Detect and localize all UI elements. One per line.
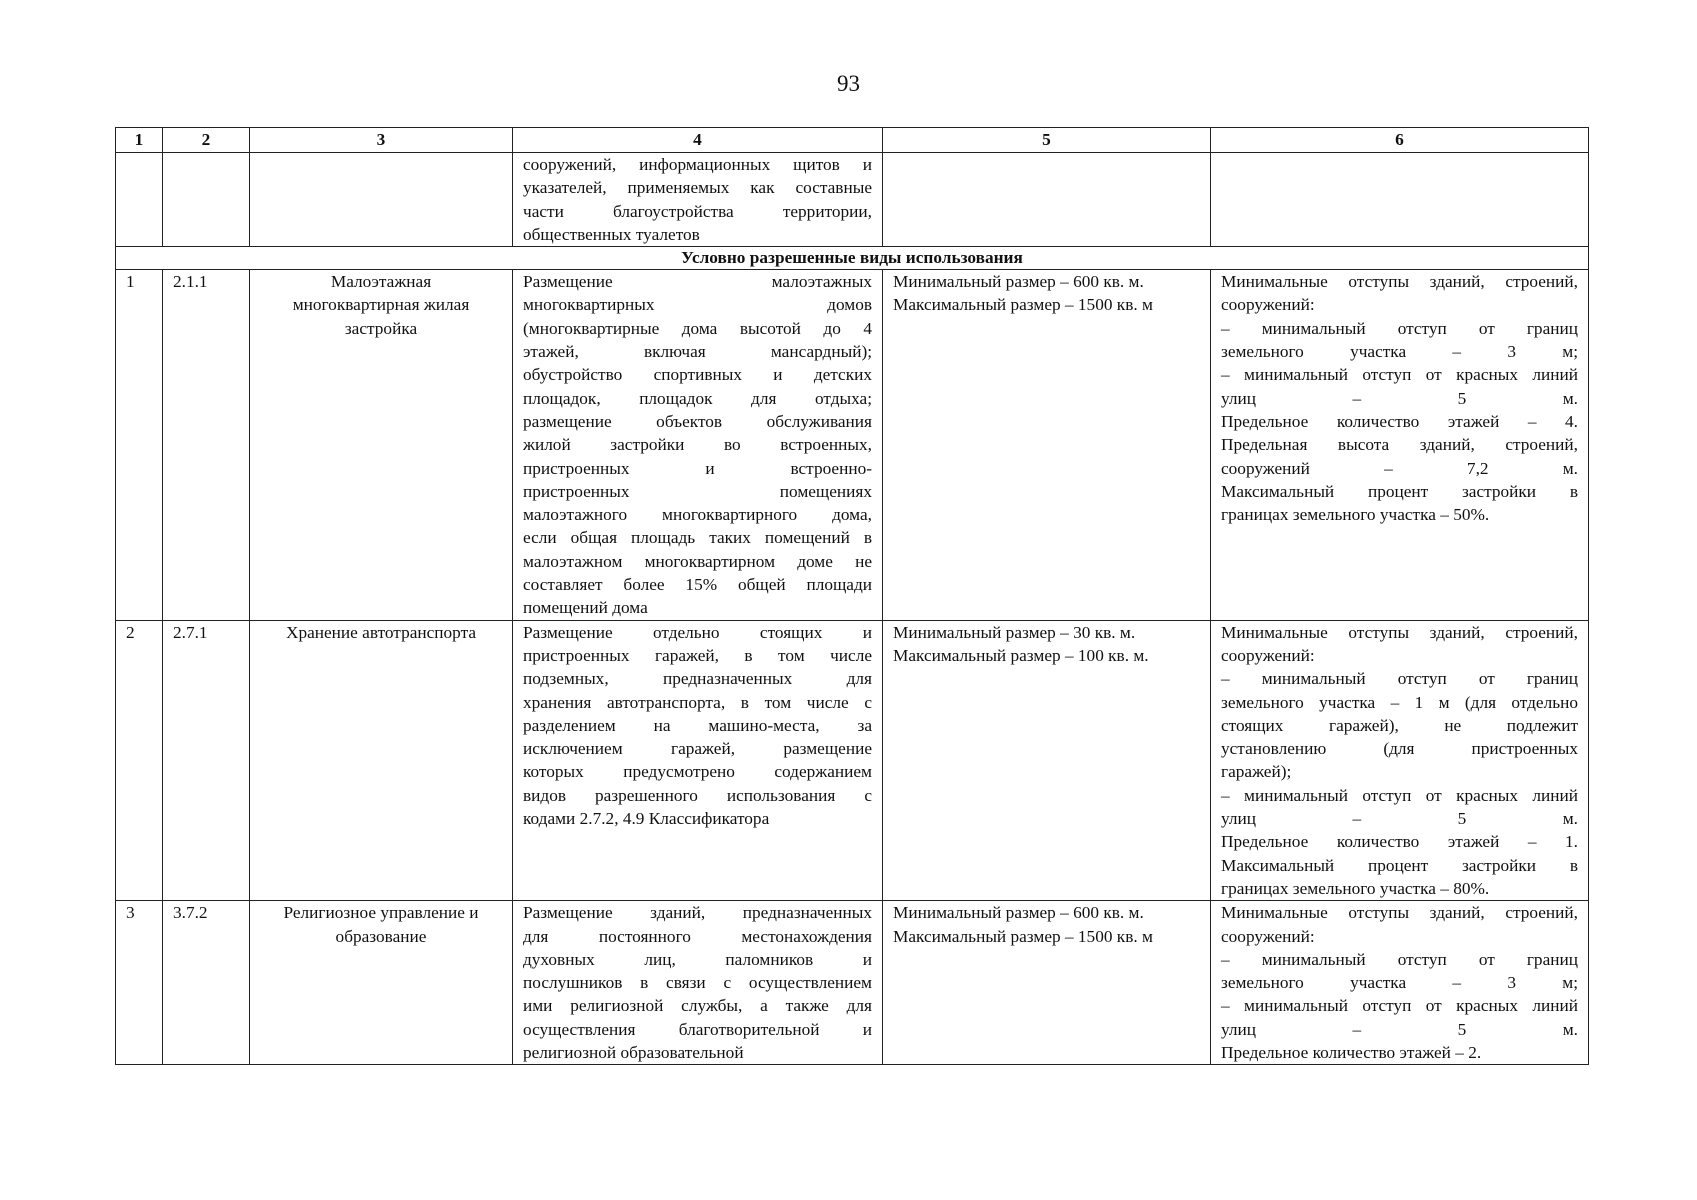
continuation-description	[513, 153, 883, 247]
cell-text-line: указателей, применяемых как составные	[523, 178, 872, 198]
table-row	[116, 901, 1589, 1065]
cell-text-line: Минимальный размер – 30 кв. м.	[893, 622, 1136, 642]
cell-text-line: – минимальный отступ от красных линий	[1221, 365, 1578, 385]
cell-text-line: многоквартирных домов	[523, 295, 872, 315]
cell-text-line: улиц – 5 м.	[1221, 809, 1578, 829]
cell-text-line: – минимальный отступ от границ	[1221, 949, 1578, 969]
cell-text-line: Предельное количество этажей – 4.	[1221, 411, 1578, 431]
row-number: 1	[116, 270, 163, 620]
cell-text-line: малоэтажном многоквартирном доме не	[523, 551, 872, 571]
row-plot-size	[883, 901, 1211, 1065]
cell-text-line: жилой застройки во встроенных,	[523, 435, 872, 455]
cell-text-line: образование	[335, 926, 427, 946]
cell-text-line: земельного участка – 3 м;	[1221, 973, 1578, 993]
cell-text-line: площадок, площадок для отдыха;	[523, 388, 872, 408]
row-use-name	[250, 901, 513, 1065]
header-col-3: 3	[250, 128, 513, 153]
row-plot-size	[883, 270, 1211, 620]
row-use-name	[250, 270, 513, 620]
cell-text-line: обустройство спортивных и детских	[523, 365, 872, 385]
continuation-row	[116, 153, 1589, 247]
cell-text-line: стоящих гаражей), не подлежит	[1221, 715, 1578, 735]
cell-text-line: осуществления благотворительной и	[523, 1019, 872, 1039]
section-row	[116, 247, 1589, 270]
cell-text-line: исключением гаражей, размещение	[523, 739, 872, 759]
cell-text-line: этажей, включая мансардный);	[523, 342, 872, 362]
cell-text-line: составляет более 15% общей площади	[523, 575, 872, 595]
cell-text-line: для постоянного местонахождения	[523, 926, 872, 946]
cell-text-line: которых предусмотрено содержанием	[523, 762, 872, 782]
cell-text-line: кодами 2.7.2, 4.9 Классификатора	[523, 809, 770, 829]
cell-text-line: Размещение малоэтажных	[523, 272, 872, 292]
cell-text-line: застройка	[344, 318, 418, 338]
cell-text-line: Хранение автотранспорта	[285, 622, 477, 642]
cell-text-line: Размещение отдельно стоящих и	[523, 622, 872, 642]
row-parameters	[1211, 901, 1589, 1065]
cell-text-line: Максимальный размер – 1500 кв. м	[893, 295, 1153, 315]
cell-text-line: сооружений:	[1221, 645, 1315, 665]
row-code: 2.1.1	[163, 270, 250, 620]
cell-text-line: Минимальные отступы зданий, строений,	[1221, 622, 1578, 642]
header-col-4: 4	[513, 128, 883, 153]
section-title: Условно разрешенные виды использования	[116, 247, 1589, 270]
table-row	[116, 270, 1589, 620]
page-number: 93	[837, 71, 860, 96]
cell-text-line: – минимальный отступ от красных линий	[1221, 996, 1578, 1016]
header-col-6: 6	[1211, 128, 1589, 153]
row-code: 2.7.1	[163, 620, 250, 901]
land-use-table	[115, 127, 1589, 1065]
cell-text-line: – минимальный отступ от границ	[1221, 669, 1578, 689]
cell-text-line: Максимальный процент застройки в	[1221, 855, 1578, 875]
cell-text-line: сооружений – 7,2 м.	[1221, 458, 1578, 478]
cell-text-line: улиц – 5 м.	[1221, 1019, 1578, 1039]
cell-text-line: Предельная высота зданий, строений,	[1221, 435, 1578, 455]
header-col-5: 5	[883, 128, 1211, 153]
cell-text-line: Минимальные отступы зданий, строений,	[1221, 272, 1578, 292]
row-parameters	[1211, 270, 1589, 620]
cell-text-line: земельного участка – 1 м (для отдельно	[1221, 692, 1578, 712]
cell-text-line: послушников в связи с осуществлением	[523, 973, 872, 993]
row-code: 3.7.2	[163, 901, 250, 1065]
row-description	[513, 620, 883, 901]
continuation-cell-6	[1211, 153, 1589, 247]
cell-text-line: религиозной образовательной	[523, 1042, 744, 1062]
row-description	[513, 270, 883, 620]
row-number: 3	[116, 901, 163, 1065]
cell-text-line: духовных лиц, паломников и	[523, 949, 872, 969]
header-col-1: 1	[116, 128, 163, 153]
cell-text-line: пристроенных гаражей, в том числе	[523, 645, 872, 665]
cell-text-line: малоэтажного многоквартирного дома,	[523, 505, 872, 525]
cell-text-line: помещений дома	[523, 598, 648, 618]
row-use-name	[250, 620, 513, 901]
cell-text-line: сооружений:	[1221, 926, 1315, 946]
cell-text-line: сооружений, информационных щитов и	[523, 155, 872, 174]
cell-text-line: сооружений:	[1221, 295, 1315, 315]
cell-text-line: Максимальный процент застройки в	[1221, 481, 1578, 501]
row-number: 2	[116, 620, 163, 901]
continuation-cell-1	[116, 153, 163, 247]
cell-text-line: Минимальные отступы зданий, строений,	[1221, 903, 1578, 923]
cell-text-line: – минимальный отступ от границ	[1221, 318, 1578, 338]
cell-text-line: Размещение зданий, предназначенных	[523, 903, 872, 923]
continuation-cell-2	[163, 153, 250, 247]
cell-text-line: многоквартирная жилая	[292, 295, 470, 315]
cell-text-line: Минимальный размер – 600 кв. м.	[893, 903, 1144, 923]
continuation-cell-5	[883, 153, 1211, 247]
cell-text-line: улиц – 5 м.	[1221, 388, 1578, 408]
continuation-cell-3	[250, 153, 513, 247]
table-row	[116, 620, 1589, 901]
cell-text-line: Предельное количество этажей – 1.	[1221, 832, 1578, 852]
cell-text-line: гаражей);	[1221, 762, 1292, 782]
cell-text-line: если общая площадь таких помещений в	[523, 528, 872, 548]
row-description	[513, 901, 883, 1065]
cell-text-line: видов разрешенного использования с	[523, 785, 872, 805]
cell-text-line: (многоквартирные дома высотой до 4	[523, 318, 872, 338]
cell-text-line: Максимальный размер – 100 кв. м.	[893, 645, 1149, 665]
cell-text-line: разделением на машино-места, за	[523, 715, 872, 735]
header-row	[116, 128, 1589, 153]
cell-text-line: – минимальный отступ от красных линий	[1221, 785, 1578, 805]
cell-text-line: части благоустройства территории,	[523, 201, 872, 221]
cell-text-line: пристроенных помещениях	[523, 481, 872, 501]
cell-text-line: земельного участка – 3 м;	[1221, 342, 1578, 362]
cell-text-line: Максимальный размер – 1500 кв. м	[893, 926, 1153, 946]
cell-text-line: хранения автотранспорта, в том числе с	[523, 692, 872, 712]
cell-text-line: Малоэтажная	[330, 272, 432, 292]
cell-text-line: Минимальный размер – 600 кв. м.	[893, 272, 1144, 292]
header-col-2: 2	[163, 128, 250, 153]
cell-text-line: общественных туалетов	[523, 224, 700, 244]
row-plot-size	[883, 620, 1211, 901]
cell-text-line: Религиозное управление и	[283, 903, 479, 923]
cell-text-line: размещение объектов обслуживания	[523, 411, 872, 431]
cell-text-line: пристроенных и встроенно-	[523, 458, 872, 478]
cell-text-line: Предельное количество этажей – 2.	[1221, 1042, 1482, 1062]
cell-text-line: установлению (для пристроенных	[1221, 739, 1578, 759]
cell-text-line: границах земельного участка – 50%.	[1221, 505, 1490, 525]
cell-text-line: границах земельного участка – 80%.	[1221, 878, 1490, 898]
cell-text-line: подземных, предназначенных для	[523, 669, 872, 689]
cell-text-line: ими религиозной службы, а также для	[523, 996, 872, 1016]
row-parameters	[1211, 620, 1589, 901]
